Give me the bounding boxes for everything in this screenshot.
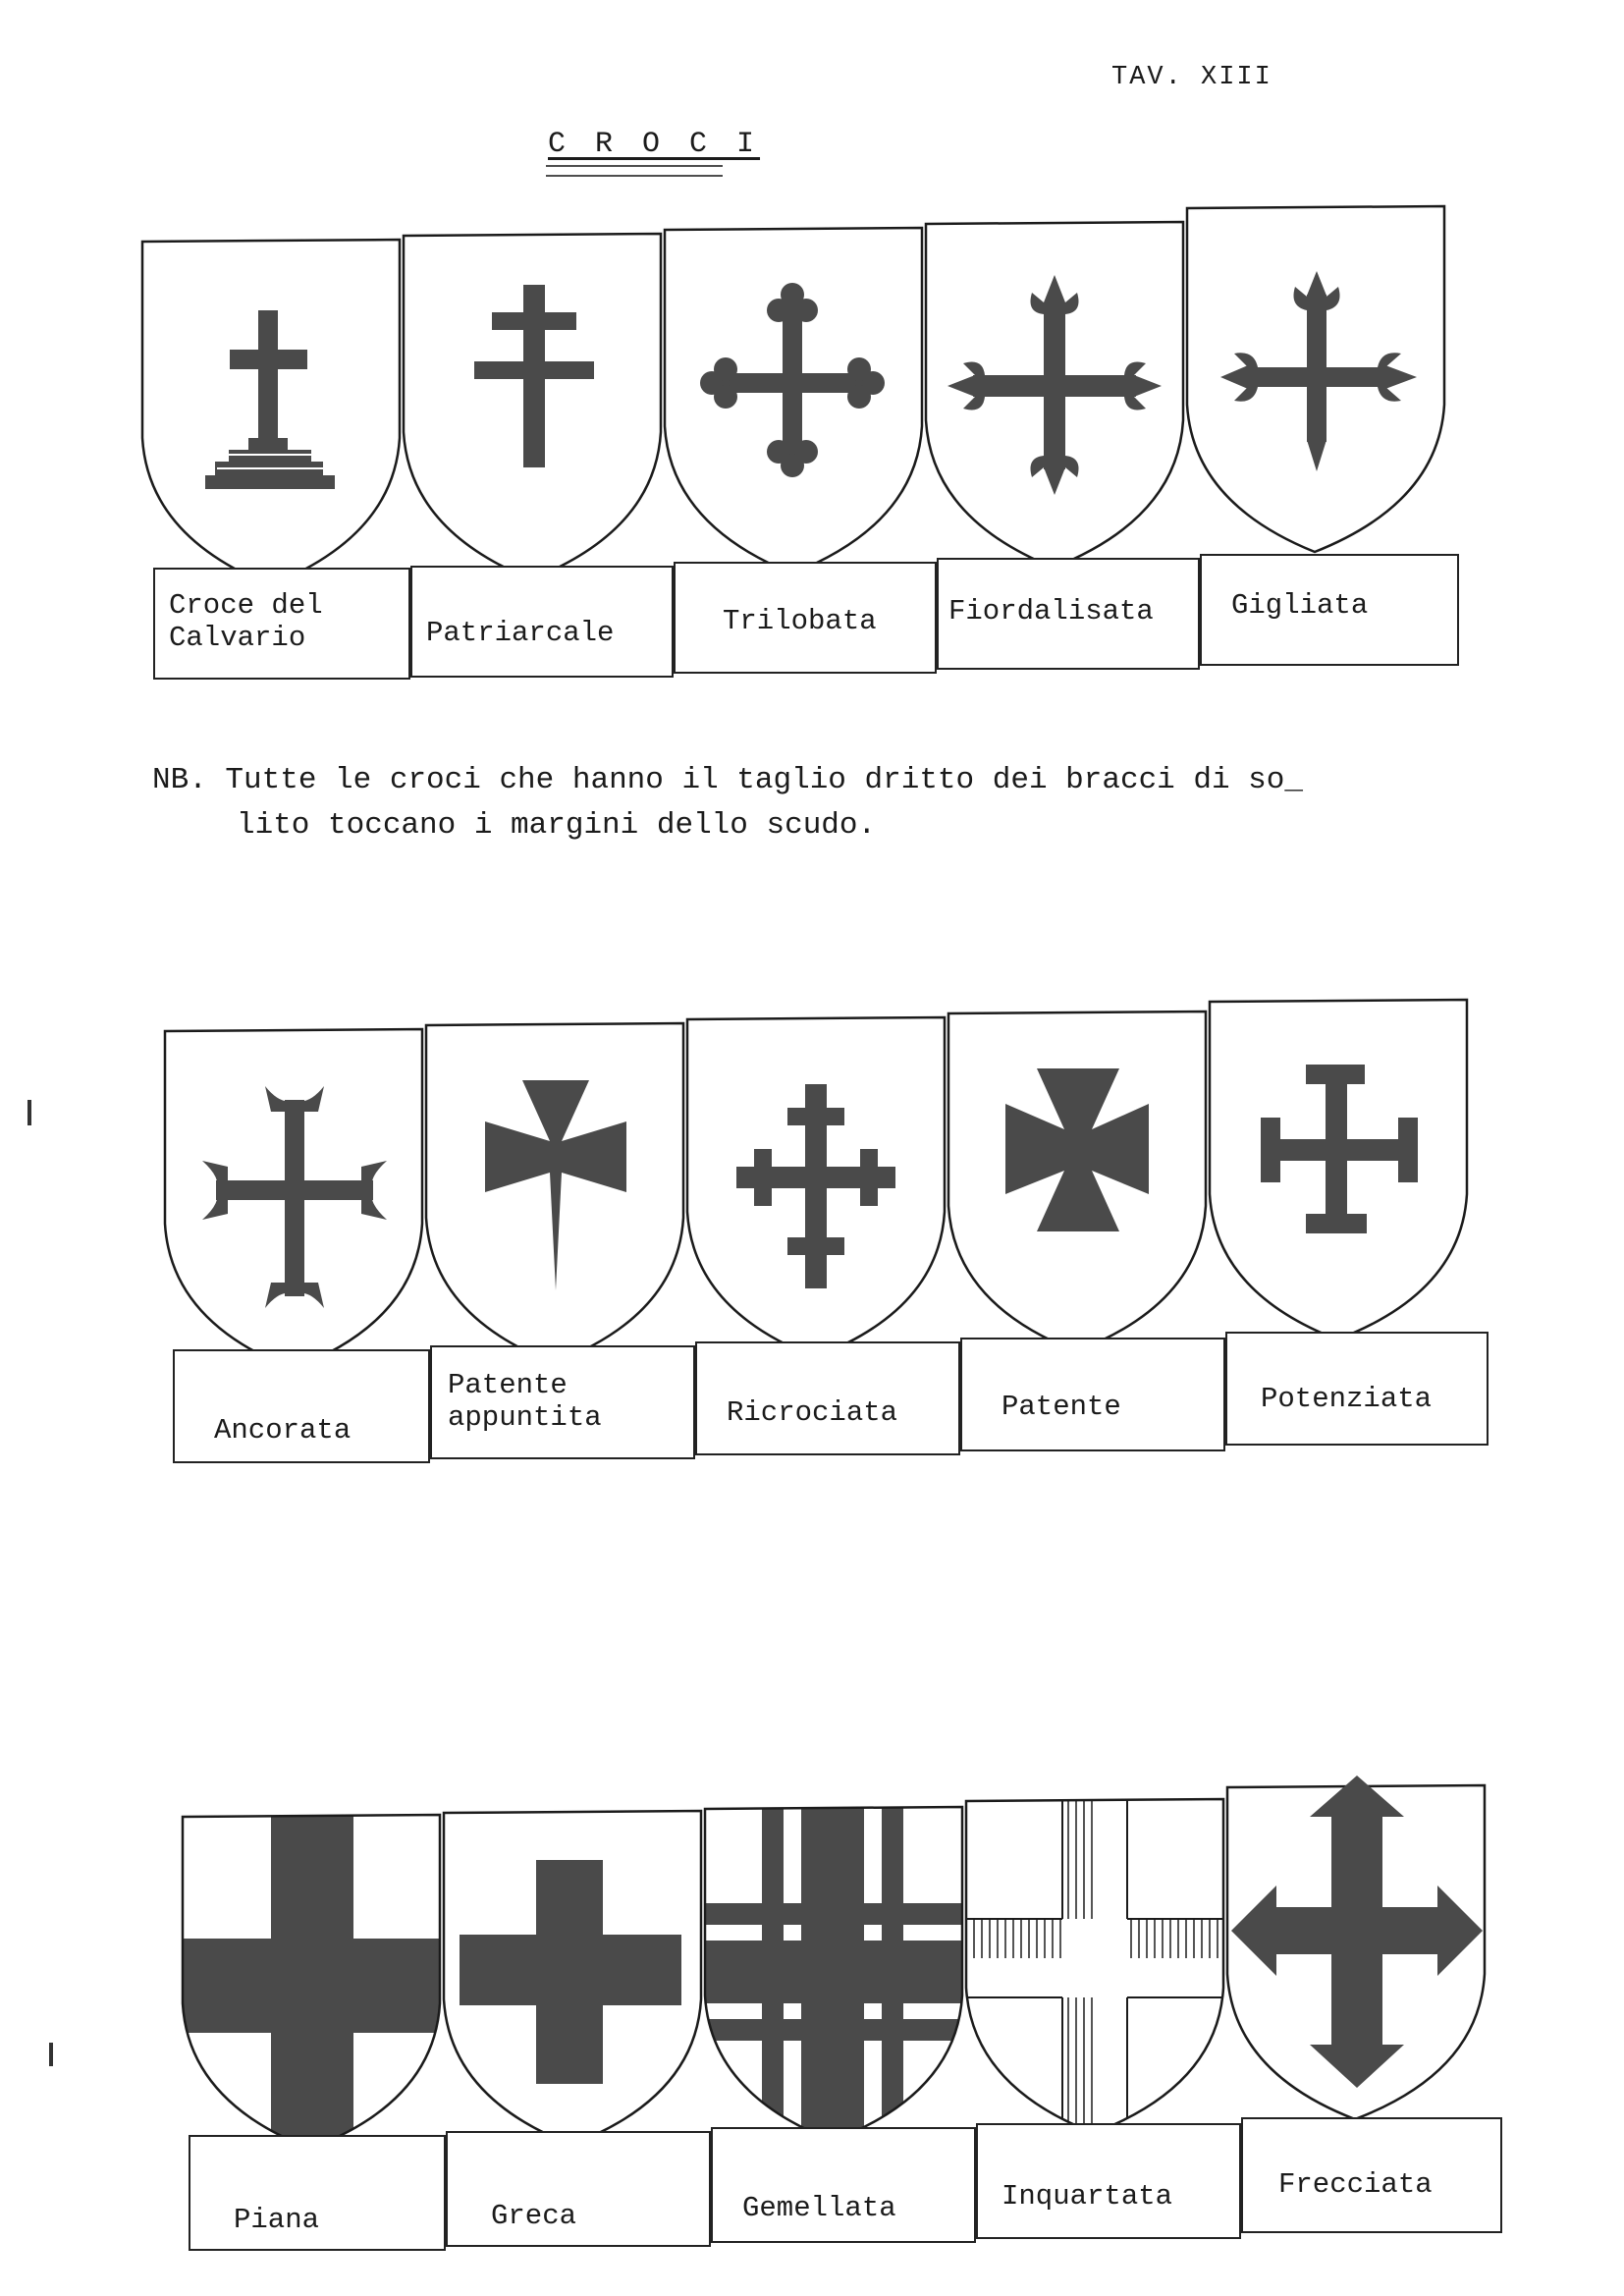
label-cell (173, 1349, 430, 1463)
cross-label: Patente appuntita (448, 1369, 602, 1434)
plate-number: TAV. XIII (1111, 63, 1272, 92)
arrowed-cross-icon (1225, 1787, 1487, 2121)
note-line-2: lito toccano i margini dello scudo. (237, 808, 877, 843)
cross-label: Frecciata (1278, 2168, 1433, 2201)
cross-label: Fiordalisata (948, 595, 1154, 628)
label-cell (976, 2123, 1241, 2239)
cross-label: Patente (1001, 1391, 1121, 1423)
label-bar-row-2 (173, 1336, 1479, 1446)
label-cell (937, 558, 1200, 670)
pattee-cross-icon (947, 1013, 1208, 1353)
label-cell (153, 568, 410, 680)
quartered-cross-icon (964, 1801, 1225, 2135)
label-cell (410, 566, 674, 678)
scan-edge-mark (27, 1100, 31, 1125)
cross-label: Trilobata (723, 605, 877, 637)
label-bar-row-1 (153, 562, 1459, 672)
note-paragraph (152, 758, 1303, 848)
plain-cross-icon (181, 1817, 442, 2151)
lily-cross-icon (1185, 208, 1446, 554)
cross-label: Ancorata (214, 1414, 352, 1447)
potent-cross-icon (1208, 1002, 1469, 1341)
label-cell (960, 1338, 1225, 1451)
trefoil-cross-icon (663, 230, 924, 575)
label-cell (189, 2135, 446, 2251)
label-cell (1225, 1332, 1489, 1446)
pointed-pattee-cross-icon (424, 1025, 685, 1365)
label-cell (711, 2127, 976, 2243)
crosslet-cross-icon (685, 1019, 947, 1359)
label-cell (674, 562, 937, 674)
cross-label: Gemellata (742, 2192, 896, 2224)
scan-edge-mark (49, 2043, 53, 2066)
cross-label: Inquartata (1001, 2180, 1173, 2213)
cross-label: Gigliata (1231, 589, 1369, 622)
anchored-cross-icon (163, 1031, 424, 1371)
label-cell (1200, 554, 1459, 666)
label-cell (430, 1345, 695, 1459)
cross-label: Ricrociata (727, 1396, 898, 1429)
twin-cross-icon (703, 1809, 964, 2143)
cross-label: Piana (234, 2204, 320, 2236)
patriarchal-cross-icon (402, 236, 663, 581)
label-cell (446, 2131, 711, 2247)
cross-label: Potenziata (1261, 1383, 1433, 1415)
label-cell (695, 1341, 960, 1455)
cross-label: Patriarcale (426, 617, 615, 649)
title-double-underline (546, 165, 723, 177)
page-title: C R O C I (548, 128, 761, 161)
calvary-cross-icon (140, 242, 402, 587)
greek-cross-icon (442, 1813, 703, 2147)
fleur-de-lis-cross-icon (924, 224, 1185, 570)
label-bar-row-3 (189, 2121, 1494, 2236)
note-line-1: NB. Tutte le croci che hanno il taglio dritto dei bracci di so_ (152, 763, 1303, 797)
cross-label: Croce del Calvario (169, 589, 323, 654)
cross-label: Greca (491, 2200, 577, 2232)
label-cell (1241, 2117, 1502, 2233)
